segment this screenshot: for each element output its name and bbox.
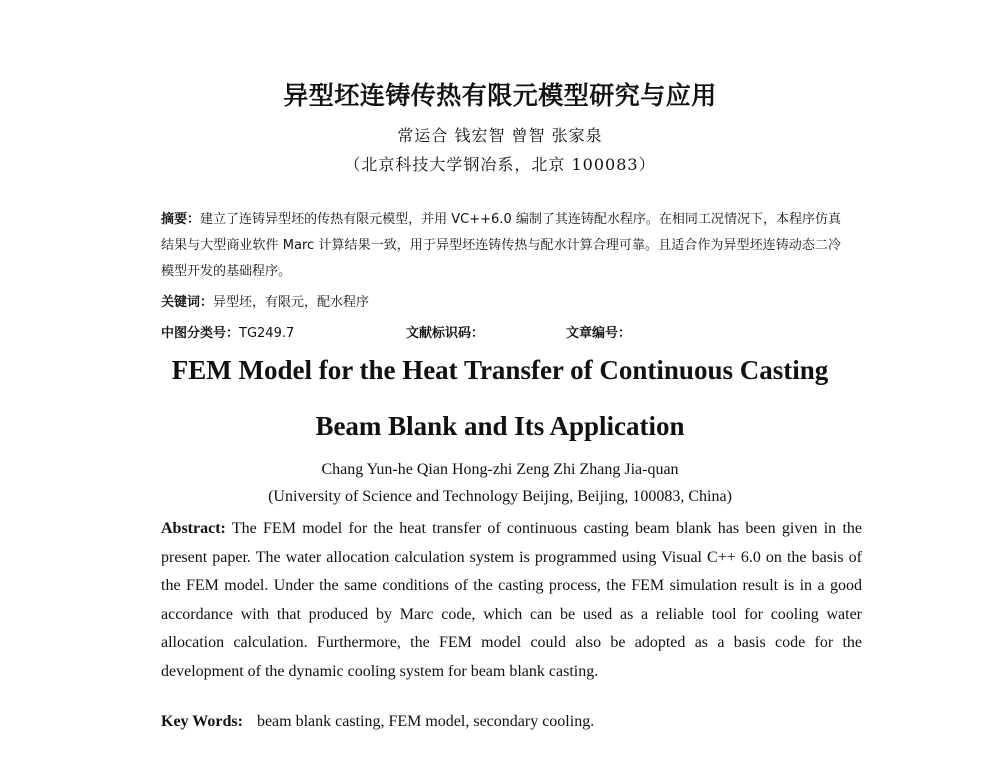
chinese-abstract — [161, 207, 841, 285]
english-abstract-label: Abstract: — [161, 520, 226, 537]
english-keywords — [161, 713, 594, 731]
english-affiliation: (University of Science and Technology Beijing, Beijing, 100083, China) — [268, 488, 732, 505]
clc-value: TG249.7 — [239, 326, 295, 341]
article-number — [566, 322, 631, 341]
english-authors: Chang Yun-he Qian Hong-zhi Zeng Zhi Zhang Jia-quan — [321, 461, 679, 478]
clc-label: 中图分类号： — [161, 326, 240, 341]
clc-number — [161, 322, 294, 341]
chinese-authors: 常运合 钱宏智 曾智 张家泉 — [397, 126, 603, 145]
english-keywords-label: Key Words: — [161, 713, 243, 730]
chinese-keywords-label: 关键词： — [161, 295, 214, 310]
english-abstract — [161, 515, 862, 687]
english-abstract-text: The FEM model for the heat transfer of continuous casting beam blank has been given in the present paper. The water allocation calculation system is programmed using Visual C++ 6.0 on the basis of the FEM model. Under the same conditions of the casting process, the FEM simulation result is in a good accordance with that produced by Marc code, which can be used as a reliable tool for cooling water allocation calculation. Furthermore, the FEM model could also be adopted as a basis code for the development of the dynamic cooling system for beam blank casting. — [161, 520, 862, 680]
english-title-line-2: Beam Blank and Its Application — [315, 411, 685, 441]
chinese-abstract-text: 建立了连铸异型坯的传热有限元模型，并用 VC++6.0 编制了其连铸配水程序。在相同工况情况下，本程序仿真结果与大型商业软件 Marc 计算结果一致，用于异型坯连铸传热与配水计算合理可靠。且适合作为异型坯连铸动态二冷模型开发的基础程序。 — [161, 212, 841, 279]
english-title-line-1: FEM Model for the Heat Transfer of Continuous Casting — [171, 355, 829, 385]
chinese-affiliation: （北京科技大学钢冶系，北京 100083） — [344, 155, 656, 174]
chinese-keywords-text: 异型坯，有限元，配水程序 — [213, 295, 370, 310]
document-code — [406, 322, 484, 341]
english-keywords-text: beam blank casting, FEM model, secondary cooling. — [256, 713, 595, 730]
chinese-keywords — [161, 291, 369, 310]
article-number-label: 文章编号： — [566, 326, 632, 341]
chinese-title: 异型坯连铸传热有限元模型研究与应用 — [283, 81, 717, 110]
chinese-abstract-label: 摘要： — [161, 212, 201, 227]
document-code-label: 文献标识码： — [406, 326, 485, 341]
